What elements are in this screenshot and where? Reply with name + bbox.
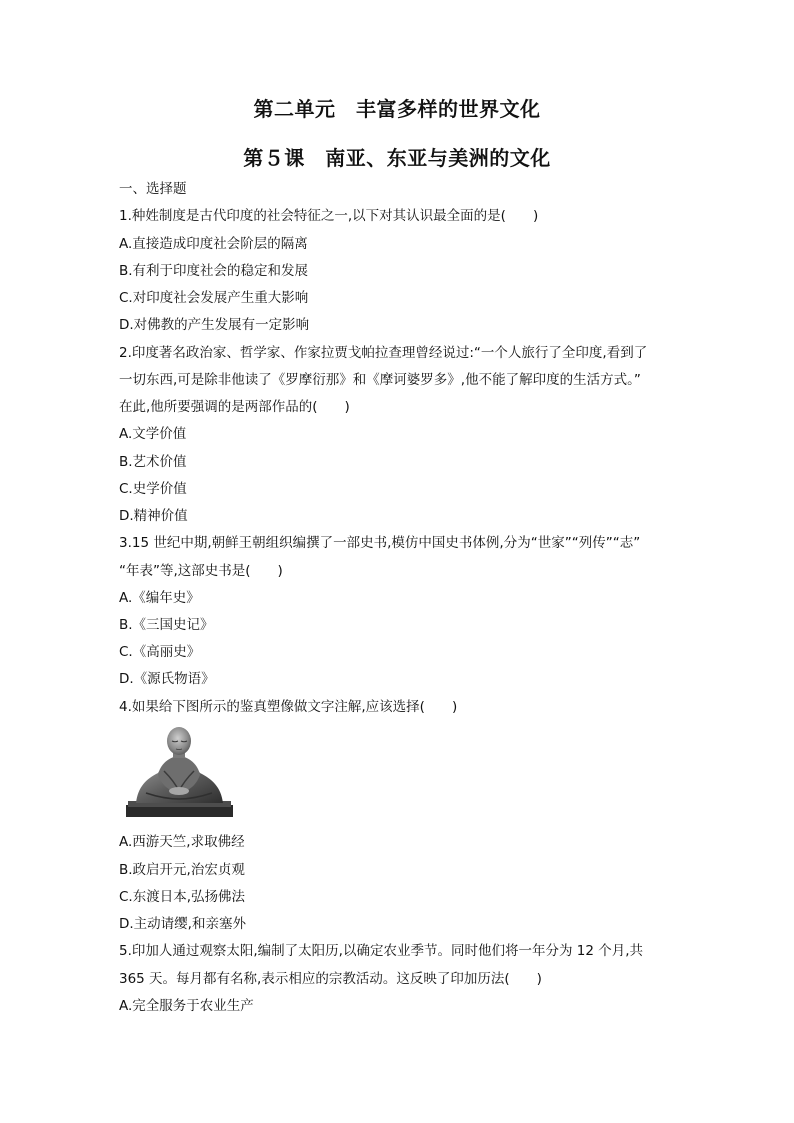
question-5-stem-line-1: 5.印加人通过观察太阳,编制了太阳历,以确定农业季节。同时他们将一年分为 12 个月,共 (119, 943, 644, 959)
question-5-option-a: A.完全服务于农业生产 (119, 998, 254, 1014)
question-2-stem-line-2: 一切东西,可是除非他读了《罗摩衍那》和《摩诃婆罗多》,他不能了解印度的生活方式。” (119, 372, 641, 388)
unit-title: 第二单元 丰富多样的世界文化 (253, 97, 541, 121)
question-1-option-c: C.对印度社会发展产生重大影响 (119, 290, 309, 306)
question-1-stem: 1.种姓制度是古代印度的社会特征之一,以下对其认识最全面的是( ) (119, 208, 539, 224)
question-2-option-a: A.文学价值 (119, 426, 187, 442)
question-4-stem: 4.如果给下图所示的鉴真塑像做文字注解,应该选择( ) (119, 699, 458, 715)
question-3-option-c: C.《高丽史》 (119, 644, 201, 660)
question-3-option-b: B.《三国史记》 (119, 617, 214, 633)
question-5-stem-line-2: 365 天。每月都有名称,表示相应的宗教活动。这反映了印加历法( ) (119, 971, 542, 987)
question-1-option-d: D.对佛教的产生发展有一定影响 (119, 317, 310, 333)
jianzhen-statue-image (124, 721, 235, 819)
question-4-option-b: B.政启开元,治宏贞观 (119, 862, 245, 878)
question-2-option-d: D.精神价值 (119, 508, 188, 524)
question-2-stem-line-1: 2.印度著名政治家、哲学家、作家拉贾戈帕拉查理曾经说过:“一个人旅行了全印度,看到了 (119, 345, 648, 361)
question-4-option-d: D.主动请缨,和亲塞外 (119, 916, 246, 932)
question-1-option-b: B.有利于印度社会的稳定和发展 (119, 263, 309, 279)
question-1-option-a: A.直接造成印度社会阶层的隔离 (119, 236, 308, 252)
question-3-stem-line-2: “年表”等,这部史书是( ) (119, 563, 283, 579)
question-2-option-c: C.史学价值 (119, 481, 187, 497)
question-2-stem-line-3: 在此,他所要强调的是两部作品的( ) (119, 399, 350, 415)
question-3-stem-line-1: 3.15 世纪中期,朝鲜王朝组织编撰了一部史书,模仿中国史书体例,分为“世家”“列传”“志” (119, 535, 641, 551)
question-3-option-a: A.《编年史》 (119, 590, 200, 606)
lesson-title: 第５课 南亚、东亚与美洲的文化 (243, 146, 551, 170)
question-3-option-d: D.《源氏物语》 (119, 671, 215, 687)
question-2-option-b: B.艺术价值 (119, 454, 187, 470)
question-4-option-c: C.东渡日本,弘扬佛法 (119, 889, 246, 905)
section-heading: 一、选择题 (119, 181, 187, 197)
question-4-option-a: A.西游天竺,求取佛经 (119, 834, 245, 850)
